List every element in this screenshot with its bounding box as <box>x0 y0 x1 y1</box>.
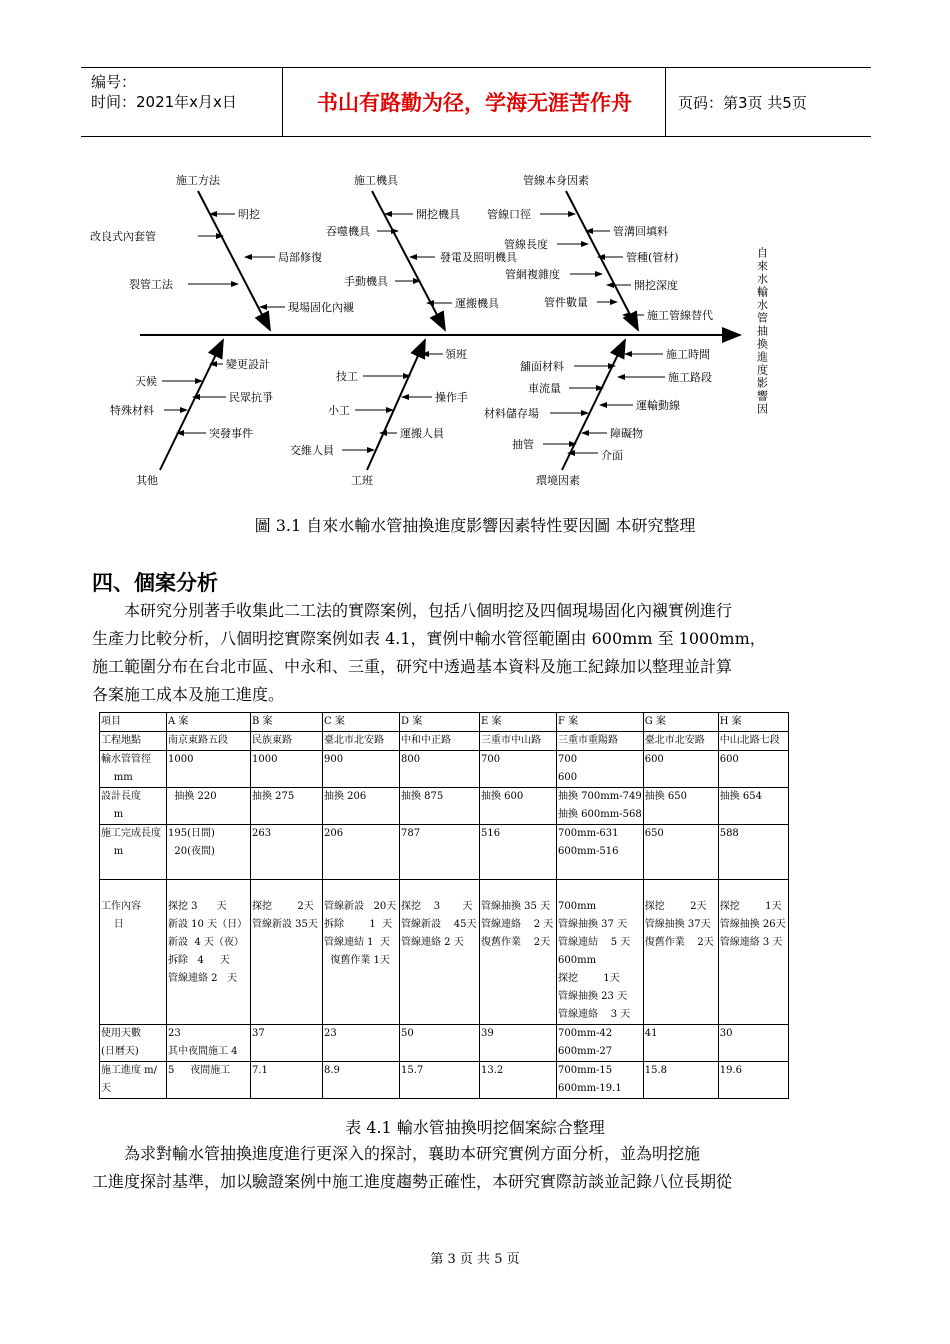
cause-pipe: 管種(管材) <box>626 251 679 264</box>
cause-crew: 領班 <box>445 348 467 361</box>
table-cell: 700mm-42 600mm-27 <box>557 1025 644 1062</box>
table-cell: 1000 <box>251 751 323 788</box>
table-cell: 8.9 <box>323 1062 400 1099</box>
cause-pipe: 施工管線替代 <box>647 309 713 322</box>
table-header-cell: B 案 <box>251 713 323 732</box>
cat-equipment: 施工機具 <box>354 174 398 187</box>
table-cell: 抽換 206 <box>323 788 400 825</box>
text-line: 工進度探討基準，加以驗證案例中施工進度趨勢正確性，本研究實際訪談並記錄八位長期從 <box>92 1172 733 1191</box>
cause-crew: 運搬人員 <box>400 427 444 440</box>
table-cell: 195(日間) 20(夜間) <box>167 825 251 880</box>
cause-equipment: 運搬機具 <box>455 297 499 310</box>
cause-crew: 交維人員 <box>290 444 334 457</box>
table-cell: 15.7 <box>400 1062 480 1099</box>
table-row <box>100 880 789 1025</box>
table-cell: 施工完成長度 m <box>100 825 167 880</box>
table-cell: 700mm-15 600mm-19.1 <box>557 1062 644 1099</box>
cause-env: 運輸動線 <box>636 399 680 412</box>
table-cell: 施工進度 m/ 天 <box>100 1062 167 1099</box>
cat-other: 其他 <box>136 474 158 487</box>
table-header-cell: H 案 <box>718 713 788 732</box>
cause-other: 變更設計 <box>226 358 270 371</box>
cause-equipment: 手動機具 <box>344 275 388 288</box>
bone-other <box>160 340 223 470</box>
cause-env: 舖面材料 <box>520 360 564 373</box>
table-cell: 206 <box>323 825 400 880</box>
table-cell: 輸水管管徑 mm <box>100 751 167 788</box>
table-cell: 516 <box>480 825 557 880</box>
cat-env: 環境因素 <box>536 474 580 487</box>
table-caption: 表 4.1 輸水管抽換明挖個案綜合整理 <box>345 1118 605 1137</box>
table-row <box>100 1025 789 1062</box>
table-cell: 7.1 <box>251 1062 323 1099</box>
table-cell: 39 <box>480 1025 557 1062</box>
cause-equipment: 吞噬機具 <box>326 225 370 238</box>
cause-env: 介面 <box>601 449 623 462</box>
text-line: 生產力比較分析，八個明挖實際案例如表 4.1，實例中輸水管徑範圍由 600mm 至 1000mm， <box>92 629 766 648</box>
text-line: 施工範圍分布在台北市區、中永和、三重，研究中透過基本資料及施工紀錄加以整理並計算 <box>92 657 733 676</box>
figure-caption: 圖 3.1 自來水輸水管抽換進度影響因素特性要因圖 本研究整理 <box>254 516 696 535</box>
table-cell: 800 <box>400 751 480 788</box>
cause-pipe: 管線長度 <box>504 238 548 251</box>
bone-crew <box>367 340 425 470</box>
result-label: 自來水輸水管抽換進度影響因 <box>755 247 769 416</box>
table-cell: 三重市重陽路 <box>557 732 644 751</box>
table-header-cell: G 案 <box>643 713 718 732</box>
table-cell: 263 <box>251 825 323 880</box>
page-footer: 第 3 页 共 5 页 <box>430 1252 520 1267</box>
table-header-cell: F 案 <box>557 713 644 732</box>
section-title: 四、個案分析 <box>92 570 218 595</box>
cause-pipe: 管線口徑 <box>487 208 531 221</box>
table-cell: 700 600 <box>557 751 644 788</box>
table-row <box>100 825 789 880</box>
table-cell: 探挖 1天 管線抽換 26天 管線連絡 3 天 <box>718 880 788 1025</box>
doc-time: 时间：2021年x月x日 <box>91 93 237 111</box>
fishbone-diagram <box>80 165 800 495</box>
table-cell: 管線抽換 35 天 管線連絡 2 天 復舊作業 2天 <box>480 880 557 1025</box>
table-cell: 中山北路七段 <box>718 732 788 751</box>
cause-env: 材料儲存場 <box>484 407 539 420</box>
table-cell: 工作內容 日 <box>100 880 167 1025</box>
table-cell: 三重市中山路 <box>480 732 557 751</box>
table-cell: 37 <box>251 1025 323 1062</box>
table-cell: 900 <box>323 751 400 788</box>
header-motto: 书山有路勤为径，学海无涯苦作舟 <box>317 91 632 115</box>
table-cell: 19.6 <box>718 1062 788 1099</box>
table-cell: 抽換 654 <box>718 788 788 825</box>
table-cell: 5 夜間施工 <box>167 1062 251 1099</box>
table-row <box>100 788 789 825</box>
table-header-cell: A 案 <box>167 713 251 732</box>
table-cell: 700 <box>480 751 557 788</box>
table-cell: 30 <box>718 1025 788 1062</box>
table-cell: 臺北市北安路 <box>643 732 718 751</box>
cause-method: 改良式內套管 <box>90 230 156 243</box>
table-cell: 23 <box>323 1025 400 1062</box>
cause-equipment: 開挖機具 <box>416 208 460 221</box>
table-cell: 管線新設 20天 拆除 1 天 管線連結 1 天 復舊作業 1天 <box>323 880 400 1025</box>
cause-method: 現場固化內襯 <box>288 301 354 314</box>
table-cell: 中和中正路 <box>400 732 480 751</box>
table-cell: 工程地點 <box>100 732 167 751</box>
table-cell: 15.8 <box>643 1062 718 1099</box>
table-cell: 臺北市北安路 <box>323 732 400 751</box>
cause-env: 施工路段 <box>668 371 712 384</box>
cause-env: 施工時間 <box>666 348 710 361</box>
table-row <box>100 1062 789 1099</box>
table-cell: 抽換 700mm-749 抽換 600mm-568 <box>557 788 644 825</box>
table-header-cell: C 案 <box>323 713 400 732</box>
cause-method: 裂管工法 <box>129 278 173 291</box>
table-cell: 13.2 <box>480 1062 557 1099</box>
table-row <box>100 732 789 751</box>
cause-pipe: 管網複雜度 <box>505 268 560 281</box>
cause-crew: 小工 <box>328 404 350 417</box>
table-cell: 民族東路 <box>251 732 323 751</box>
cause-env: 抽管 <box>512 438 534 451</box>
table-cell: 650 <box>643 825 718 880</box>
cause-method: 明挖 <box>238 208 260 221</box>
table-header-cell: E 案 <box>480 713 557 732</box>
table-cell: 抽換 275 <box>251 788 323 825</box>
table-header-cell: D 案 <box>400 713 480 732</box>
cause-pipe: 開挖深度 <box>634 279 678 292</box>
cause-equipment: 發電及照明機具 <box>440 251 517 264</box>
table-cell: 23 其中夜間施工 4 <box>167 1025 251 1062</box>
text-line: 為求對輸水管抽換進度進行更深入的探討，襄助本研究實例方面分析，並為明挖施 <box>124 1144 701 1163</box>
table-cell: 41 <box>643 1025 718 1062</box>
table-cell: 探挖 2天 管線新設 35天 <box>251 880 323 1025</box>
cat-method: 施工方法 <box>176 174 220 187</box>
header-meta <box>91 72 237 112</box>
table-cell: 600 <box>643 751 718 788</box>
table-cell: 588 <box>718 825 788 880</box>
table-cell: 抽換 650 <box>643 788 718 825</box>
cat-pipe: 管線本身因素 <box>523 174 589 187</box>
paragraph-1 <box>92 597 862 709</box>
table-cell: 600 <box>718 751 788 788</box>
cause-crew: 操作手 <box>435 391 468 404</box>
header-page-info: 页码：第3页 共5页 <box>678 93 807 112</box>
cat-crew: 工班 <box>351 474 373 487</box>
table-cell: 使用天數 (日曆天) <box>100 1025 167 1062</box>
table-cell: 787 <box>400 825 480 880</box>
table-cell: 抽換 875 <box>400 788 480 825</box>
cause-env: 車流量 <box>528 382 561 395</box>
table-cell: 50 <box>400 1025 480 1062</box>
table-cell: 設計長度 m <box>100 788 167 825</box>
table-cell: 抽換 220 <box>167 788 251 825</box>
table-cell: 南京東路五段 <box>167 732 251 751</box>
doc-number: 编号： <box>91 73 137 91</box>
cause-other: 突發事件 <box>209 427 253 440</box>
table-cell: 700mm-631 600mm-516 <box>557 825 644 880</box>
table-cell: 探挖 3 天 管線新設 45天 管線連絡 2 天 <box>400 880 480 1025</box>
table-cell: 700mm 管線抽換 37 天 管線連結 5 天 600mm 探挖 1天 管線抽換 23 天 管線連絡 3 天 <box>557 880 644 1025</box>
cause-pipe: 管件數量 <box>544 296 588 309</box>
text-line: 本研究分別著手收集此二工法的實際案例，包括八個明挖及四個現場固化內襯實例進行 <box>124 601 733 620</box>
cause-other: 民眾抗爭 <box>229 391 273 404</box>
text-line: 各案施工成本及施工進度。 <box>92 685 285 704</box>
table-cell: 1000 <box>167 751 251 788</box>
cause-other: 天候 <box>135 375 157 388</box>
page-header <box>81 67 871 137</box>
table-header-row <box>100 713 789 732</box>
table-cell: 探挖 2天 管線抽換 37天 復舊作業 2天 <box>643 880 718 1025</box>
cause-pipe: 管溝回填料 <box>613 225 668 238</box>
paragraph-2 <box>92 1140 862 1196</box>
cause-method: 局部修復 <box>278 251 322 264</box>
table-header-cell: 項目 <box>100 713 167 732</box>
cause-other: 特殊材料 <box>110 404 154 417</box>
table-cell: 抽換 600 <box>480 788 557 825</box>
cause-env: 障礙物 <box>610 427 643 440</box>
table-row <box>100 751 789 788</box>
cause-crew: 技工 <box>336 370 358 383</box>
case-table <box>99 712 789 1099</box>
table-cell: 探挖 3 天 新設 10 天（日） 新設 4 天（夜） 拆除 4 天 管線連絡 2 天 <box>167 880 251 1025</box>
